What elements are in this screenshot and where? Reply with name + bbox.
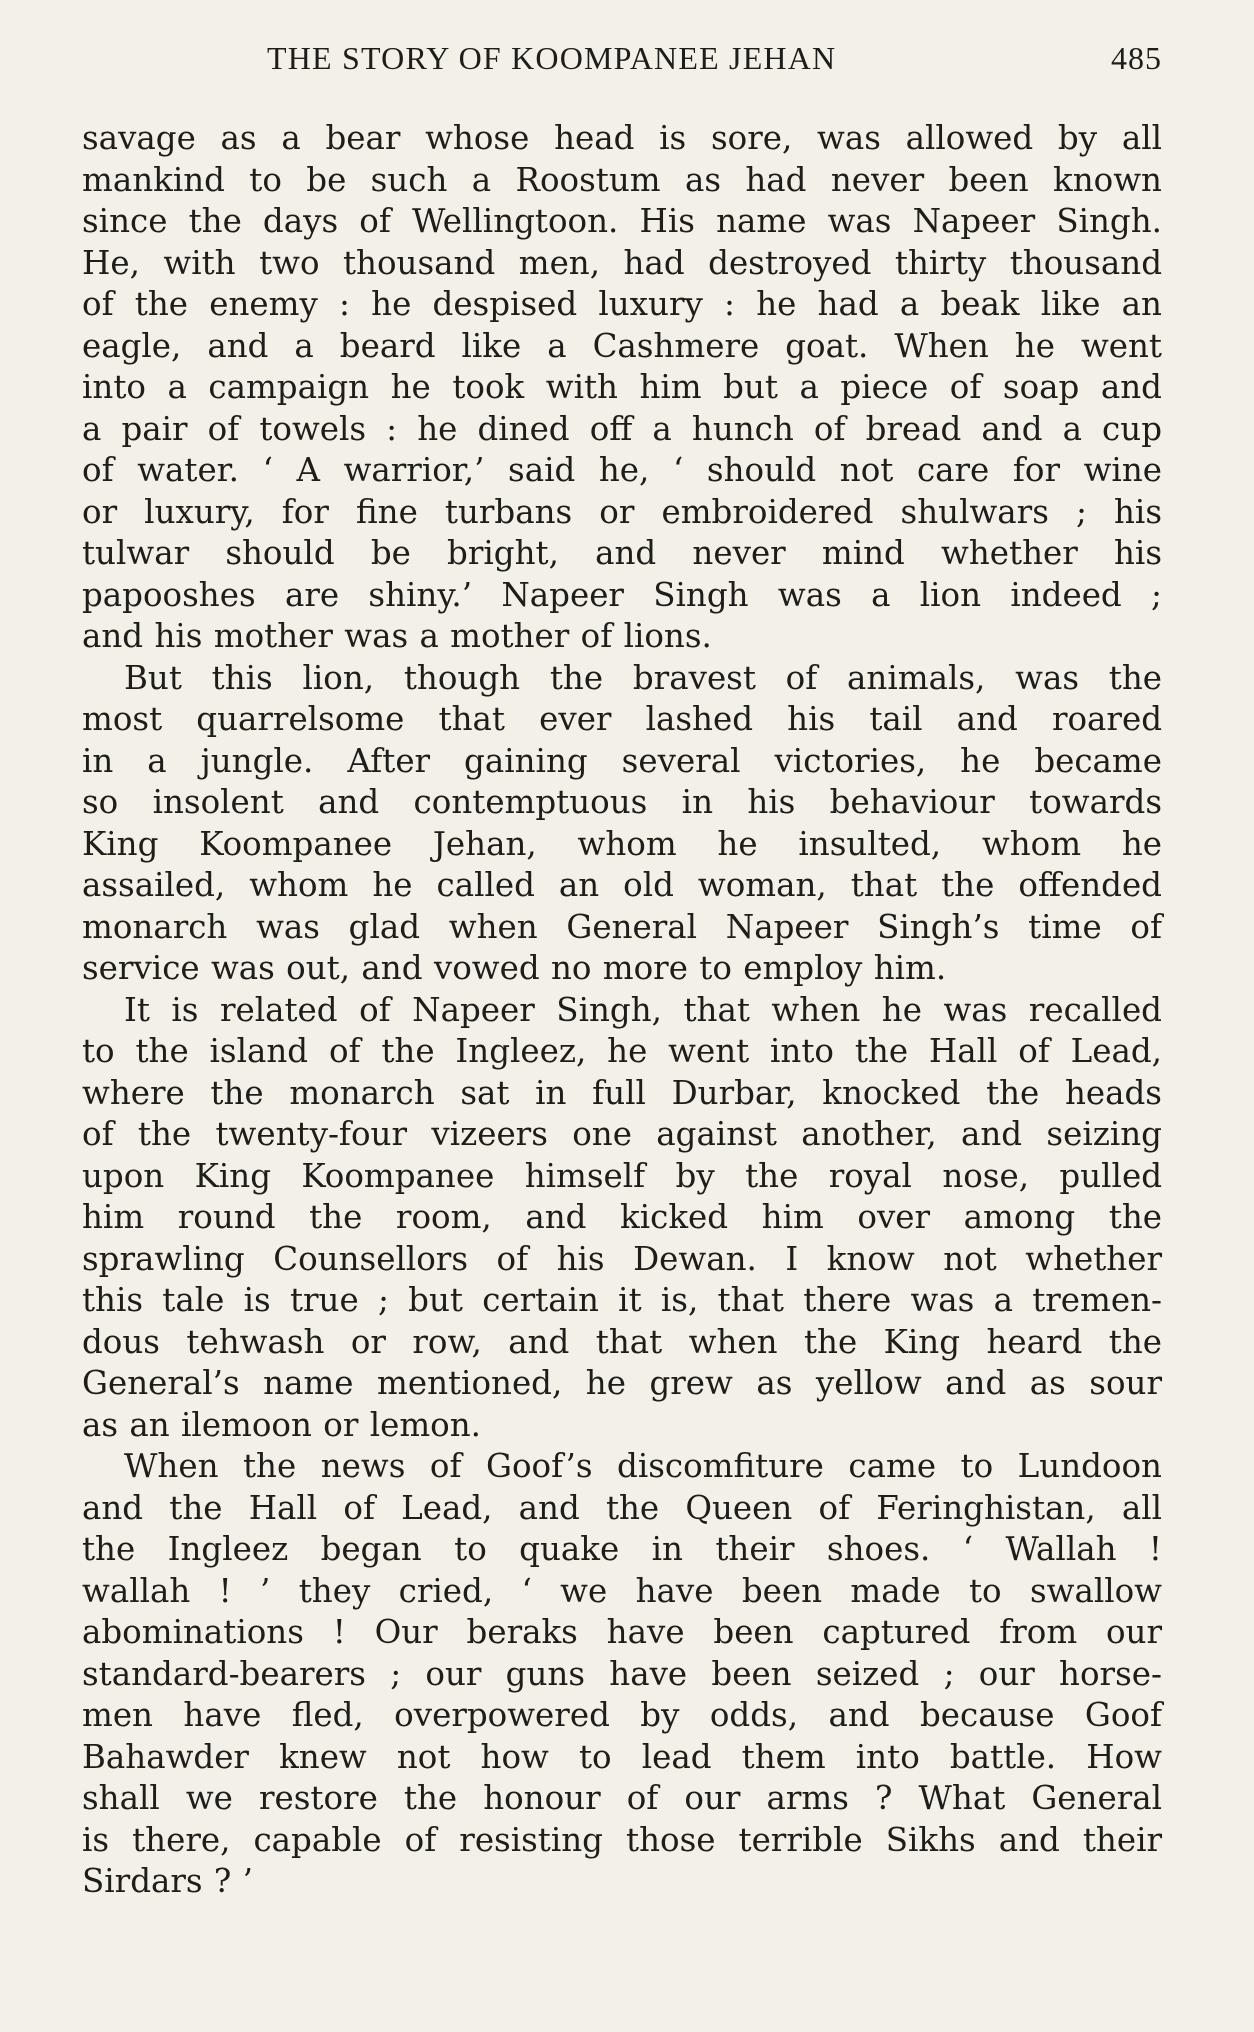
paragraph-1 (82, 118, 1162, 658)
text-line: since the days of Wellingtoon. His name was Napeer Singh. (82, 202, 1162, 240)
text-line: But this lion, though the bravest of animals, was the (124, 658, 1162, 697)
text-line: papooshes are shiny.’ Napeer Singh was a lion indeed ; (82, 575, 1162, 614)
text-line: standard-bearers ; our guns have been seized ; our horse- (82, 1654, 1162, 1693)
text-line: in a jungle. After gaining several victories, he became (82, 741, 1162, 780)
text-line: King Koompanee Jehan, whom he insulted, whom he (82, 824, 1162, 863)
text-line: where the monarch sat in full Durbar, knocked the heads (82, 1073, 1162, 1112)
body-text (82, 118, 1162, 1903)
text-line: so insolent and contemptuous in his behaviour towards (82, 783, 1162, 821)
text-line: It is related of Napeer Singh, that when he was recalled (124, 990, 1162, 1029)
text-line: Sirdars ? ’ (82, 1862, 254, 1900)
text-line: or luxury, for fine turbans or embroidered shulwars ; his (82, 492, 1162, 531)
text-line: tulwar should be bright, and never mind whether his (82, 534, 1162, 572)
text-line: monarch was glad when General Napeer Singh’s time of (82, 907, 1162, 946)
text-line: assailed, whom he called an old woman, that the offended (82, 866, 1162, 904)
text-line: of the enemy : he despised luxury : he had a beak like an (82, 285, 1162, 323)
text-line: most quarrelsome that ever lashed his tail and roared (82, 700, 1162, 738)
text-line: shall we restore the honour of our arms ? What General (82, 1779, 1162, 1817)
text-line: abominations ! Our beraks have been captured from our (82, 1613, 1162, 1651)
text-line: and the Hall of Lead, and the Queen of Feringhistan, all (82, 1488, 1162, 1527)
text-line: into a campaign he took with him but a piece of soap and (82, 368, 1162, 406)
text-line: the Ingleez began to quake in their shoes. ‘ Wallah ! (82, 1530, 1162, 1568)
paragraph-4 (82, 1446, 1162, 1903)
paragraph-3 (82, 990, 1162, 1447)
text-line: and his mother was a mother of lions. (82, 617, 712, 655)
text-line: wallah ! ’ they cried, ‘ we have been made to swallow (82, 1571, 1162, 1610)
text-line: him round the room, and kicked him over among the (82, 1198, 1162, 1236)
page-number: 485 (1111, 40, 1162, 76)
text-line: dous tehwash or row, and that when the King heard the (82, 1322, 1162, 1361)
text-line: mankind to be such a Roostum as had never been known (82, 160, 1162, 199)
text-line: General’s name mentioned, he grew as yellow and as sour (82, 1364, 1162, 1402)
text-line: of water. ‘ A warrior,’ said he, ‘ should not care for wine (82, 451, 1162, 489)
text-line: this tale is true ; but certain it is, that there was a tremen- (82, 1281, 1162, 1319)
text-line: sprawling Counsellors of his Dewan. I know not whether (82, 1239, 1162, 1278)
text-line: service was out, and vowed no more to employ him. (82, 949, 947, 987)
running-title: THE STORY OF KOOMPANEE JEHAN (267, 40, 837, 76)
text-line: as an ilemoon or lemon. (82, 1405, 481, 1444)
text-line: of the twenty-four vizeers one against another, and seizing (82, 1115, 1162, 1153)
text-line: savage as a bear whose head is sore, was allowed by all (82, 119, 1162, 157)
text-line: is there, capable of resisting those terrible Sikhs and their (82, 1820, 1162, 1859)
text-line: upon King Koompanee himself by the royal nose, pulled (82, 1156, 1162, 1195)
text-line: a pair of towels : he dined off a hunch of bread and a cup (82, 409, 1162, 448)
text-line: eagle, and a beard like a Cashmere goat. When he went (82, 326, 1162, 365)
text-line: to the island of the Ingleez, he went into the Hall of Lead, (82, 1032, 1162, 1070)
text-line: Bahawder knew not how to lead them into battle. How (82, 1737, 1162, 1776)
paragraph-2 (82, 658, 1162, 990)
text-line: men have fled, overpowered by odds, and because Goof (82, 1696, 1162, 1734)
text-line: He, with two thousand men, had destroyed thirty thousand (82, 243, 1162, 282)
running-head (82, 40, 1162, 90)
text-line: When the news of Goof’s discomfiture came to Lundoon (124, 1447, 1162, 1485)
